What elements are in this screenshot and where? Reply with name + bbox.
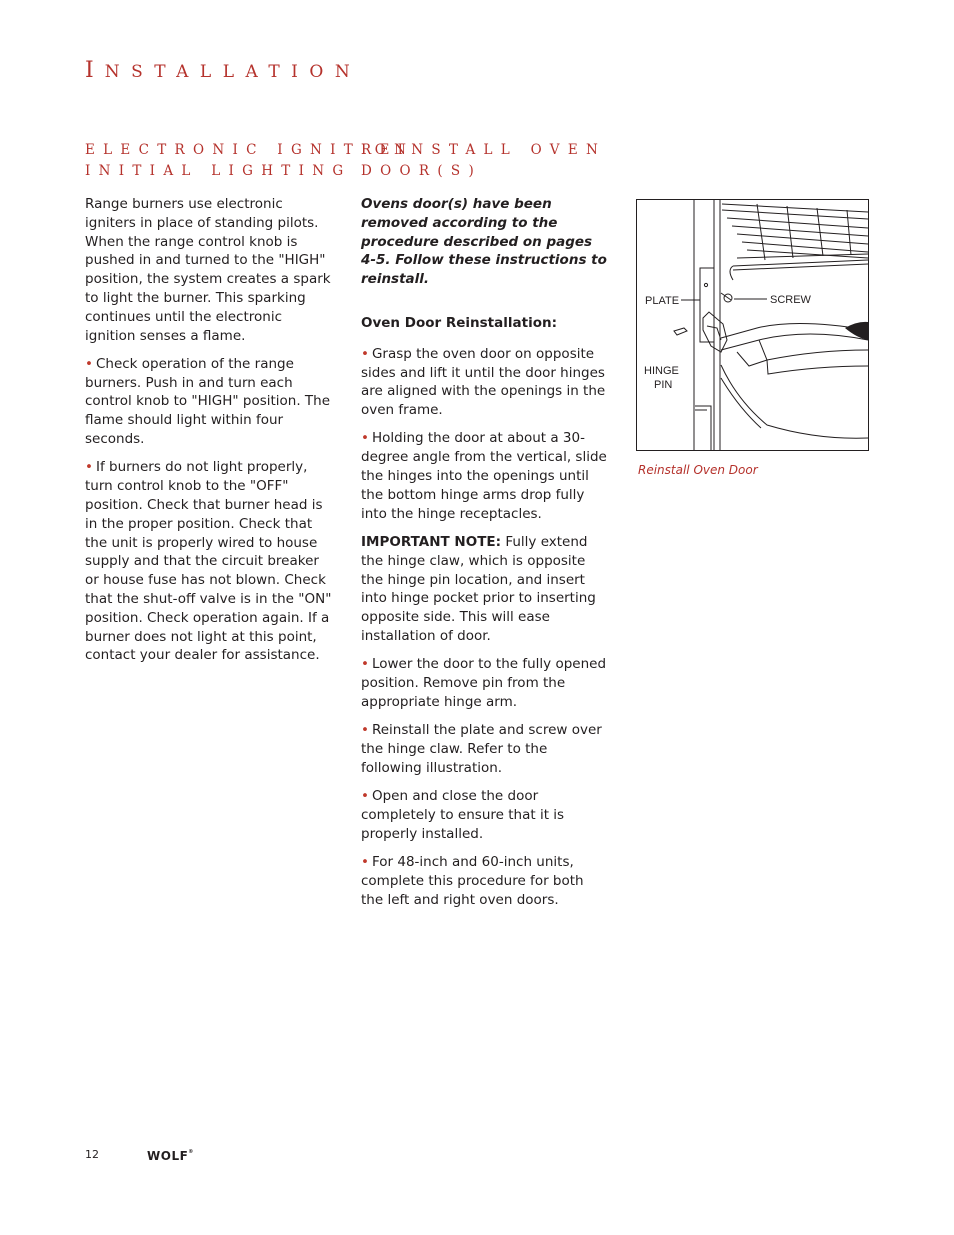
screw-label: SCREW <box>770 294 811 306</box>
figure-caption: Reinstall Oven Door <box>638 463 758 477</box>
ignition-bullet-2: • If burners do not light properly, turn control knob to the "OFF" position. Check that burner head is in the proper position. Check that the unit is properly wired to house supply and that the circuit breaker or house fuse has not blown. Check that the shut-off valve is in the "ON" position. Check operation again. If a burner does not light at this point, contact your dealer for assistance. <box>85 459 332 664</box>
page-title: INSTALLATION <box>85 58 362 83</box>
reinstall-bullet-1: • Grasp the oven door on opposite sides and lift it until the door hinges are aligned with the openings in the oven frame. <box>361 345 606 419</box>
important-note: IMPORTANT NOTE: Fully extend the hinge claw, which is opposite the hinge pin location, and insert into hinge pocket prior to inserting opposite side. This will ease installation of door. <box>361 533 596 644</box>
bullet-icon: • <box>85 459 93 476</box>
plate-label: PLATE <box>645 295 680 307</box>
page-number: 12 <box>85 1148 99 1161</box>
bullet-icon: • <box>361 788 369 805</box>
reinstall-subhead: Oven Door Reinstallation: <box>361 314 557 331</box>
ignition-bullet-1: • Check operation of the range burners. Push in and turn each control knob to "HIGH" position. The flame should light within four seconds. <box>85 355 331 448</box>
ignition-intro: Range burners use electronic igniters in place of standing pilots. When the range control knob is pushed in and turned to the "HIGH" position, the system creates a spark to light the burner. This sparking continues until the electronic ignition senses a flame. <box>85 196 331 344</box>
right-column <box>361 195 607 919</box>
bullet-icon: • <box>361 656 369 673</box>
bullet-icon: • <box>85 355 93 372</box>
hinge-label: HINGE <box>644 365 679 377</box>
reinstall-oven-door-heading: REINSTALL OVEN DOOR(S) <box>361 142 607 179</box>
bullet-icon: • <box>361 853 369 870</box>
oven-door-illustration <box>636 199 869 451</box>
reinstall-bullet-4: • Reinstall the plate and screw over the hinge claw. Refer to the following illustration. <box>361 722 602 776</box>
bullet-icon: • <box>361 722 369 739</box>
reinstall-bullet-5: • Open and close the door completely to ensure that it is properly installed. <box>361 788 565 842</box>
reinstall-bullet-3: • Lower the door to the fully opened position. Remove pin from the appropriate hinge arm. <box>361 656 607 710</box>
reinstall-intro: Ovens door(s) have been removed according to the procedure described on pages 4-5. Follow these instructions to reinstall. <box>361 196 607 288</box>
brand-logo: WOLF® <box>147 1149 194 1163</box>
left-column <box>85 195 333 675</box>
bullet-icon: • <box>361 430 369 447</box>
reinstall-bullet-2: • Holding the door at about a 30-degree angle from the vertical, slide the hinges into the openings until the bottom hinge arms drop fully into the hinge receptacles. <box>361 430 607 522</box>
pin-label: PIN <box>654 379 673 391</box>
electronic-ignition-heading: ELECTRONIC IGNITION INITIAL LIGHTING <box>85 142 415 179</box>
bullet-icon: • <box>361 345 369 362</box>
oven-door-drawing <box>637 200 868 450</box>
reinstall-bullet-6: • For 48-inch and 60-inch units, complete this procedure for both the left and right oven doors. <box>361 853 584 908</box>
door-handle-shadow <box>845 322 868 340</box>
